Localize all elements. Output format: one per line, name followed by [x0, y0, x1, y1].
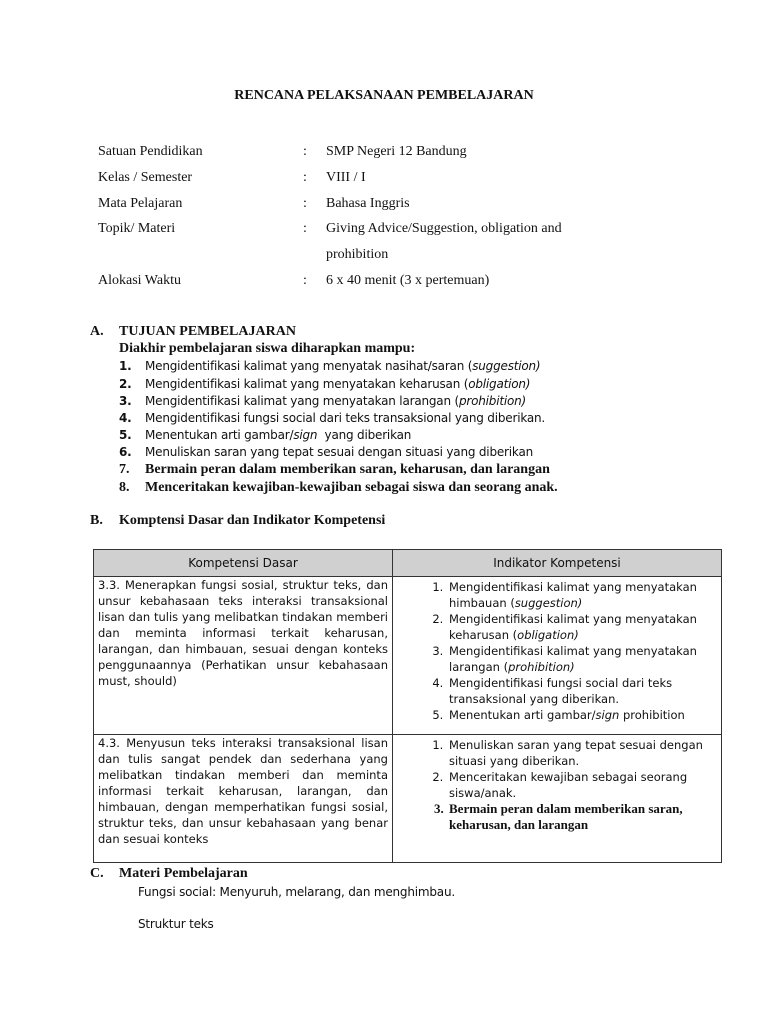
objective-item: 3. Mengidentifikasi kalimat yang menyatakan larangan (prohibition)	[119, 394, 527, 408]
indicator-item: 5. Menentukan arti gambar/sign prohibition	[447, 707, 717, 723]
indicator-cell	[393, 735, 722, 863]
identity-label: Kelas / Semester	[98, 170, 193, 185]
identity-value-cont: prohibition	[326, 247, 389, 262]
objective-item: 1. Mengidentifikasi kalimat yang menyatak nasihat/saran (suggestion)	[119, 359, 541, 373]
identity-sep: :	[303, 144, 307, 159]
identity-label: Satuan Pendidikan	[98, 144, 203, 159]
identity-sep: :	[303, 170, 307, 185]
indicator-item: 4. Mengidentifikasi fungsi social dari teks transaksional yang diberikan.	[447, 675, 717, 707]
objective-item: 8. Menceritakan kewajiban-kewajiban sebagai siswa dan seorang anak.	[119, 480, 558, 495]
indicator-item: 1. Mengidentifikasi kalimat yang menyatakan himbauan (suggestion)	[447, 579, 717, 611]
column-header: Kompetensi Dasar	[94, 550, 393, 577]
section-intro: Diakhir pembelajaran siswa diharapkan mampu:	[119, 341, 416, 356]
table-header-row	[94, 550, 722, 577]
section-heading: Komptensi Dasar dan Indikator Kompetensi	[119, 513, 386, 528]
objective-item: 2. Mengidentifikasi kalimat yang menyatakan keharusan (obligation)	[119, 377, 531, 391]
materi-line: Fungsi social: Menyuruh, melarang, dan menghimbau.	[138, 885, 455, 899]
indicator-item: 2. Mengidentifikasi kalimat yang menyatakan keharusan (obligation)	[447, 611, 717, 643]
table-row	[94, 577, 722, 735]
indicator-item: 2. Menceritakan kewajiban sebagai seorang siswa/anak.	[447, 769, 717, 801]
indicator-item: 1. Menuliskan saran yang tepat sesuai dengan situasi yang diberikan.	[447, 737, 717, 769]
indicator-cell	[393, 577, 722, 735]
identity-value: VIII / I	[326, 170, 366, 185]
objective-item: 6. Menuliskan saran yang tepat sesuai dengan situasi yang diberikan	[119, 445, 534, 459]
objective-item: 5. Menentukan arti gambar/sign yang diberikan	[119, 428, 412, 442]
document-title: RENCANA PELAKSANAAN PEMBELAJARAN	[234, 88, 534, 103]
indicator-item: 3. Mengidentifikasi kalimat yang menyatakan larangan (prohibition)	[447, 643, 717, 675]
indicator-item: 3. Bermain peran dalam memberikan saran, keharusan, dan larangan	[447, 801, 717, 833]
section-letter: C.	[90, 866, 104, 881]
kd-cell: 4.3. Menyusun teks interaksi transaksional lisan dan tulis sangat pendek dan sederhana yang melibatkan tindakan memberi dan meminta informasi terkait keharusan, larangan, dan himbauan, dengan memperhatikan fungsi sosial, struktur teks, dan unsur kebahasaan yang benar dan sesuai konteks	[94, 735, 393, 863]
column-header: Indikator Kompetensi	[393, 550, 722, 577]
identity-label: Alokasi Waktu	[98, 273, 181, 288]
objective-item: 4. Mengidentifikasi fungsi social dari teks transaksional yang diberikan.	[119, 411, 546, 425]
identity-value: 6 x 40 menit (3 x pertemuan)	[326, 273, 490, 288]
kd-cell: 3.3. Menerapkan fungsi sosial, struktur teks, dan unsur kebahasaan teks interaksi transaksional lisan dan tulis yang melibatkan tindakan memberi dan meminta informasi terkait keharusan, larangan, dan himbauan, sesuai dengan konteks penggunaannya (Perhatikan unsur kebahasaan must, should)	[94, 577, 393, 735]
competency-table	[93, 549, 722, 863]
identity-value: SMP Negeri 12 Bandung	[326, 144, 467, 159]
identity-value: Giving Advice/Suggestion, obligation and	[326, 221, 562, 236]
section-heading: TUJUAN PEMBELAJARAN	[119, 324, 296, 339]
identity-label: Topik/ Materi	[98, 221, 176, 236]
section-letter: B.	[90, 513, 103, 528]
materi-line: Struktur teks	[138, 917, 214, 931]
identity-label: Mata Pelajaran	[98, 196, 183, 211]
identity-sep: :	[303, 196, 307, 211]
section-letter: A.	[90, 324, 104, 339]
objective-item: 7. Bermain peran dalam memberikan saran, keharusan, dan larangan	[119, 462, 550, 477]
identity-sep: :	[303, 221, 307, 236]
section-heading: Materi Pembelajaran	[119, 866, 248, 881]
identity-value: Bahasa Inggris	[326, 196, 410, 211]
identity-sep: :	[303, 273, 307, 288]
table-row	[94, 735, 722, 863]
